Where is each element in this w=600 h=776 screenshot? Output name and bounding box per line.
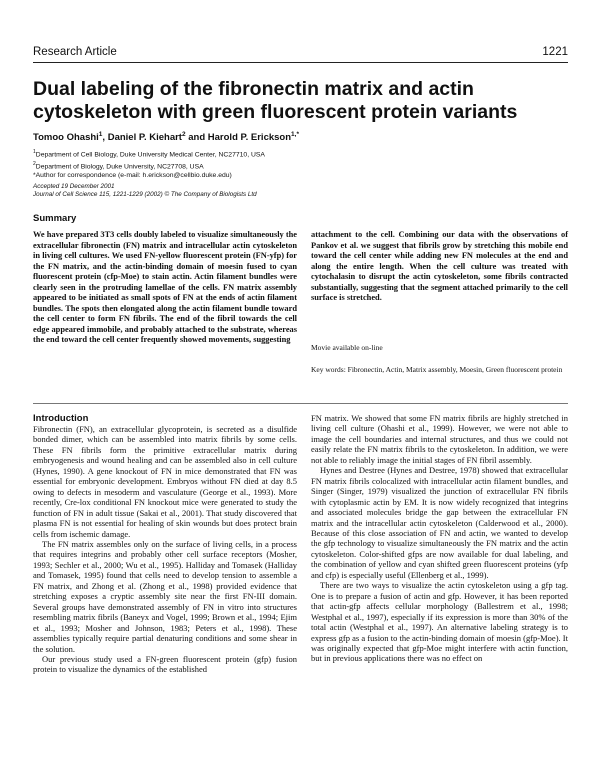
publication-info — [33, 183, 257, 199]
author-separator: , — [102, 132, 108, 144]
accepted-date: Accepted 19 December 2001 — [33, 183, 115, 190]
summary-heading: Summary — [33, 213, 77, 224]
introduction-heading: Introduction — [33, 413, 89, 424]
summary-text-right: attachment to the cell. Combining our data with the observations of Pankov et al. we suggest that fibrils grow by stretching this mobile end toward the cell center while adding new FN molecules at the end and along the entire length. When the cell culture was treated with cytochalasin to disrupt the actin cytoskeleton, some fibrils contracted substantially, suggesting that the segment attached primarily to the cell surface is stretched. — [311, 230, 568, 303]
author-name: Harold P. Erickson — [207, 132, 292, 144]
author-affiliation-mark: 1,* — [291, 131, 299, 138]
body-column-left — [33, 424, 297, 675]
body-paragraph: The FN matrix assembles only on the surface of living cells, in a process that requires integrins and probably other cell surface receptors (Mosher, 1993; Sechler et al., 2000; Wu et al., 1995). Halliday and Tomasek (Halliday and Tomasek, 1995) found that cells need to develop tension to assemble a FN matrix, and Zhong et al. (Zhong et al., 1998) provided evidence that stretching exposes a cryptic assembly site near the first FN-III domain. Several groups have demonstrated assembly of FN in vitro into structures resembling matrix fibrils (Baneyx and Vogel, 1999; Brown et al., 1994; Ejim et al., 1993; Mosher and Johnson, 1983; Peters et al., 1998). These assemblies typically require partial denaturing conditions and some shear in the solution. — [33, 538, 297, 654]
body-column-right — [311, 413, 568, 664]
summary-text-left: We have prepared 3T3 cells doubly labeled to visualize simultaneously the extracellular fibronectin (FN) matrix and intracellular actin cytoskeleton in living cell cultures. We used FN-yellow fluorescent protein (FN-yfp) for the FN matrix, and the actin-binding domain of moesin fused to cyan fluorescent protein (cfp-Moe) to stain actin. Actin filament bundles were clearly seen in the protruding lamellae of the cells. FN matrix assembly appeared to be initiated as small spots of FN at the ends of actin filament bundles. The spots then elongated along the actin filament bundle toward the cell center to form FN fibrils. The end of the fibril towards the cell edge appeared immobile, and probably attached to the substrate, whereas the end toward the cell center frequently showed movements, suggesting — [33, 230, 297, 345]
author-list — [33, 131, 299, 143]
author-affiliation-mark: 2 — [181, 131, 186, 138]
page-number: 1221 — [542, 46, 568, 58]
body-paragraph: FN matrix. We showed that some FN matrix fibrils are highly stretched in living cell culture (Ohashi et al., 1999). However, we were not able to image the cell boundaries and internal structures, and thus we could not easily relate the FN matrix fibrils to the cytoskeleton. In addition, we were not able to reliably image the initial stages of FN fibril assembly. — [311, 413, 568, 465]
body-paragraph: Our previous study used a FN-green fluorescent protein (gfp) fusion protein to visualize the dynamics of the established — [33, 653, 297, 675]
article-title: Dual labeling of the fibronectin matrix and actin cytoskeleton with green fluorescent protein variants — [33, 78, 518, 123]
affiliation-line: $^1$Department of Cell Biology, Duke University Medical Center, NC27710, USA — [33, 149, 265, 159]
body-paragraph: There are two ways to visualize the actin cytoskeleton using a gfp tag. One is to prepare a fusion of actin and gfp. However, it has been reported that actin-gfp affects cellular morphology (Ballestrem et al., 1998; Westphal et al., 1997), especially if its expression is more than 30% of the total actin (Westphal et al., 1997). An alternative labeling strategy is to express gfp as a fusion to the actin-binding domain of moesin (gfp-Moe). It was originally expected that gfp-Moe might interfere with actin function, but in previous applications there was no effect on — [311, 580, 568, 664]
running-head — [33, 46, 568, 58]
section-label: Research Article — [33, 46, 117, 58]
author-name: Daniel P. Kiehart — [107, 132, 182, 144]
header-divider — [33, 62, 568, 63]
author-name: Tomoo Ohashi — [33, 132, 99, 144]
keywords: Key words: Fibronectin, Actin, Matrix assembly, Moesin, Green fluorescent protein — [311, 365, 563, 374]
body-paragraph: Fibronectin (FN), an extracellular glycoprotein, is secreted as a disulfide bonded dimer, which can be assembled into matrix fibrils by some cells. These FN fibrils form the primitive extracellular matrix during embryogenesis and wound healing and can be assembled also in cell culture (Hynes, 1990). A gene knockout of FN in mice demonstrated that FN was essential for embryonic development. Embryos without FN died at day 8.5 owing to defects in mesoderm and vasculature (George et al., 1993). More recently, Cre-lox conditional FN knockout mice were generated to study the function of FN in adult tissue (Sakai et al., 2001). That study discovered that plasma FN is not essential for healing of skin wounds but does protect brain cells from ischemic damage. — [33, 424, 297, 539]
author-separator: and — [185, 132, 208, 144]
section-divider — [33, 403, 568, 404]
correspondence-line: *Author for correspondence (e-mail: h.erickson@cellbio.duke.edu) — [33, 171, 232, 179]
body-paragraph: Hynes and Destree (Hynes and Destree, 1978) showed that extracellular FN matrix fibrils colocalized with intracellular actin filament bundles, and Singer (Singer, 1979) visualized the junction of extracellular FN fibrils with cytoplasmic actin by EM. It is now widely recognized that integrins and associated molecules bridge the gap between the extracellular FN matrix and the intracellular actin cytoskeleton (Calderwood et al., 2000). Because of this close association of FN and actin, we wanted to develop the gfp technology to visualize simultaneously the FN matrix and the actin cytoskeleton. Color-shifted gfps are now available for dual labeling, and the combination of yellow and cyan shifted green fluorescent proteins (yfp and cfp) is especially useful (Ellenberg et al., 1999). — [311, 465, 568, 580]
movie-note: Movie available on-line — [311, 343, 383, 352]
affiliations — [33, 148, 265, 180]
author-affiliation-mark: 1 — [98, 131, 103, 138]
journal-citation: Journal of Cell Science 115, 1221-1229 (2002) © The Company of Biologists Ltd — [33, 191, 257, 198]
affiliation-line: $^2$Department of Biology, Duke University, NC27708, USA — [33, 160, 204, 171]
